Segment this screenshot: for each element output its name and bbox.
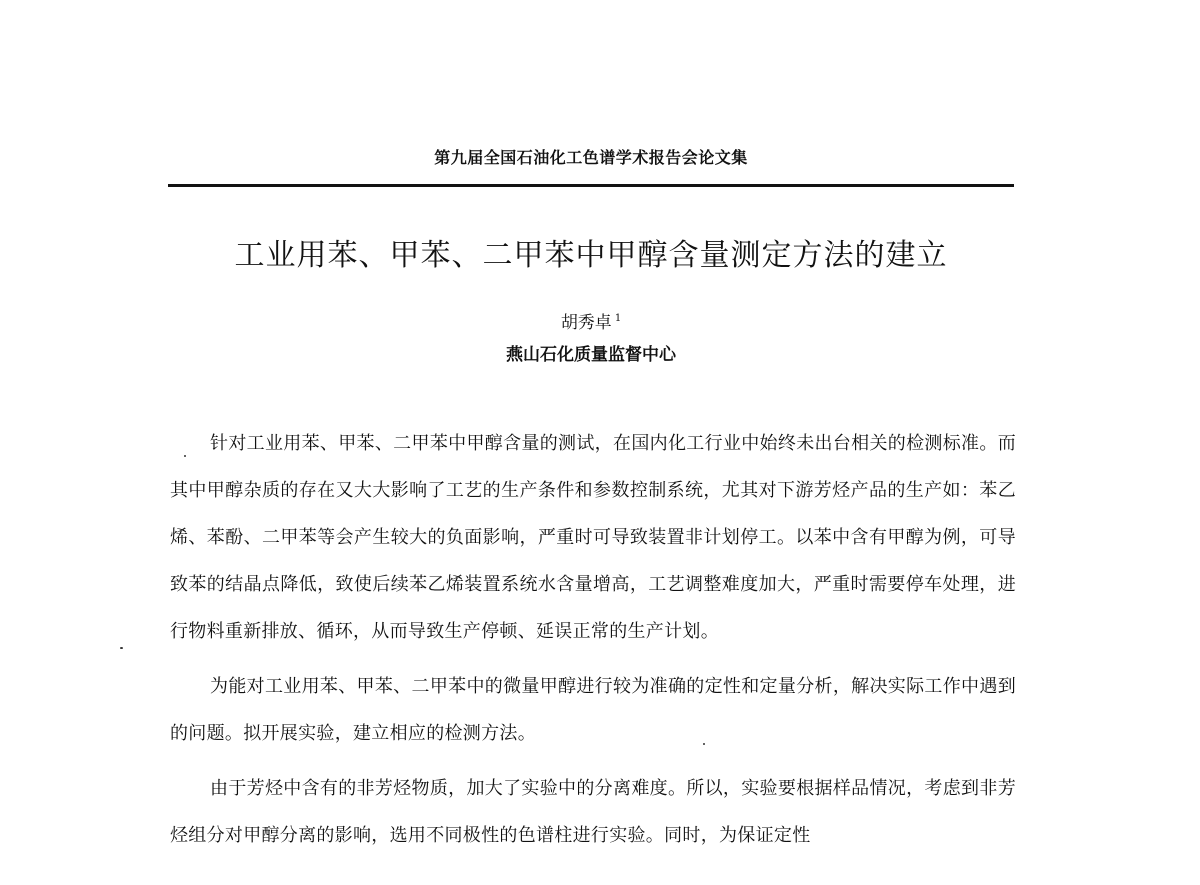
running-header: 第九届全国石油化工色谱学术报告会论文集 [434, 148, 748, 167]
affiliation: 燕山石化质量监督中心 [506, 345, 676, 365]
author-line [168, 308, 1014, 333]
author-superscript: 1 [614, 313, 622, 325]
scan-speck [703, 743, 705, 745]
paragraph-2: 为能对工业用苯、甲苯、二甲苯中的微量甲醇进行较为准确的定性和定量分析，解决实际工作中遇到的问题。拟开展实验，建立相应的检测方法。 [170, 676, 1016, 744]
paper-title: 工业用苯、甲苯、二甲苯中甲醇含量测定方法的建立 [234, 238, 948, 273]
header-rule [168, 184, 1014, 187]
scan-speck [120, 647, 123, 649]
paragraph-3: 由于芳烃中含有的非芳烃物质，加大了实验中的分离难度。所以，实验要根据样品情况，考虑到非芳烃组分对甲醇分离的影响，选用不同极性的色谱柱进行实验。同时，为保证定性 [170, 778, 1016, 846]
scan-speck [184, 455, 186, 457]
body-text [170, 420, 1016, 867]
author-name: 胡秀卓 [560, 313, 612, 333]
paragraph-1: 针对工业用苯、甲苯、二甲苯中甲醇含量的测试，在国内化工行业中始终未出台相关的检测标准。而其中甲醇杂质的存在又大大影响了工艺的生产条件和参数控制系统，尤其对下游芳烃产品的生产如：苯乙烯、苯酚、二甲苯等会产生较大的负面影响，严重时可导致装置非计划停工。以苯中含有甲醇为例，可导致苯的结晶点降低，致使后续苯乙烯装置系统水含量增高，工艺调整难度加大，严重时需要停车处理，进行物料重新排放、循环，从而导致生产停顿、延误正常的生产计划。 [170, 433, 1016, 642]
